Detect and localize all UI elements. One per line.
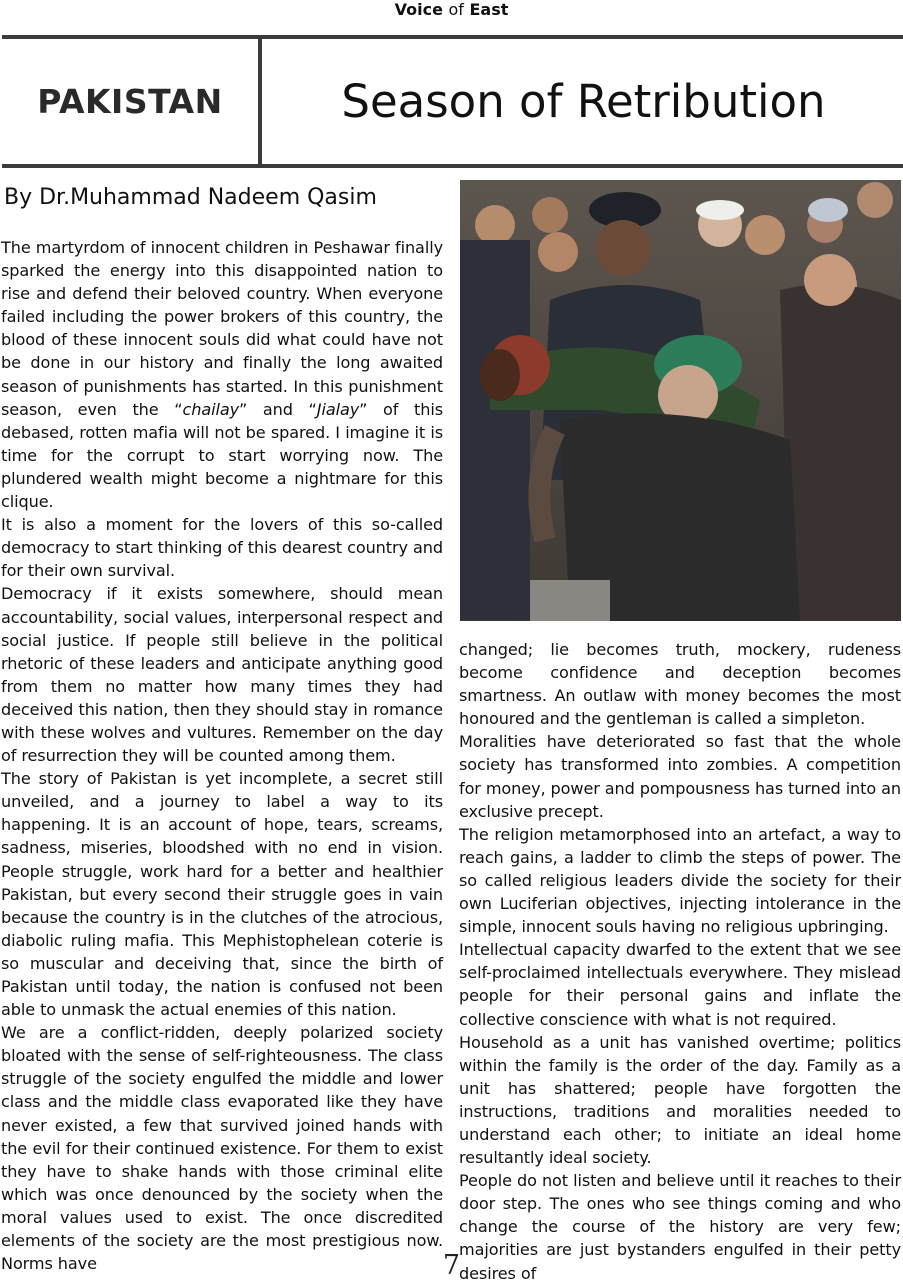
left-text-column: [1, 236, 443, 1275]
paragraph: Democracy if it exists somewhere, should mean accountability, social values, interpersonal respect and social justice. If people still believe in the political rhetoric of these leaders and anticipate anything good from them no matter how many times they had deceived this nation, then they should stay in romance with these wolves and vultures. Remember on the day of resurrection they will be counted among them.: [1, 584, 443, 766]
masthead-voice: Voice: [394, 0, 443, 19]
paragraph: The story of Pakistan is yet incomplete, a secret still unveiled, and a journey to label a way to its happening. It is an account of hope, tears, screams, sadness, miseries, bloodshed with no end in vision. People struggle, work hard for a better and healthier Pakistan, but every second their struggle goes in vain because the country is in the clutches of the atrocious, diabolic ruling mafia. This Mephistophelean coterie is so muscular and deceiving that, since the birth of Pakistan until today, the nation is confused not been able to unmask the actual enemies of this nation.: [1, 769, 443, 1020]
paragraph: It is also a moment for the lovers of this so-called democracy to start thinking of this dearest country and for their own survival.: [1, 515, 443, 581]
italic-term: Jialay: [316, 399, 360, 419]
article-title: Season of Retribution: [341, 75, 826, 128]
paragraph: Household as a unit has vanished overtime; politics within the family is the order of the day. Family as a unit has shattered; people have forgotten the instructions, traditions and moralities needed to understand each other; to initiate an ideal home resultantly ideal society.: [459, 1032, 901, 1168]
right-text-column: [459, 638, 901, 1285]
paragraph: [1, 236, 443, 513]
author-byline: By Dr.Muhammad Nadeem Qasim: [4, 185, 377, 210]
paragraph: Intellectual capacity dwarfed to the extent that we see self-proclaimed intellectuals everywhere. They mislead people for their personal gains and inflate the collective conscience with what is not required.: [459, 940, 901, 1029]
paragraph: We are a conflict-ridden, deeply polarized society bloated with the sense of self-righteousness. The class struggle of the society engulfed the middle and lower class and the middle class evaporated like they have never existed, a few that survived joined hands with the evil for their continued existence. For them to exist they have to shake hands with those criminal elite which was once denounced by the society when the moral values used to exist. The once discredited elements of the society are the most prestigious now. Norms have: [1, 1023, 443, 1274]
italic-term: chailay: [182, 399, 240, 419]
section-label: PAKISTAN: [37, 82, 223, 121]
paragraph: changed; lie becomes truth, mockery, rudeness become confidence and deception becomes smartness. An outlaw with money becomes the most honoured and the gentleman is called a simpleton.: [459, 640, 901, 729]
photo-illustration: [460, 180, 901, 621]
paragraph: The religion metamorphosed into an artefact, a way to reach gains, a ladder to climb the steps of power. The so called religious leaders divide the society for their own Luciferian objectives, injecting intolerance in the simple, innocent souls having no religious upbringing.: [459, 824, 901, 937]
text-run: ” of this debased, rotten mafia will not be spared. I imagine it is time for the corrupt to start worrying now. The plundered wealth might become a nightmare for this clique.: [1, 399, 443, 512]
page-number: 7: [442, 1250, 461, 1281]
header-divider: [258, 39, 262, 164]
text-run: The martyrdom of innocent children in Peshawar finally sparked the energy into this disappointed nation to rise and defend their beloved country. When everyone failed including the power brokers of this country, the blood of these innocent souls did what could have not be done in our history and finally the long awaited season of punishments has started. In this punishment season, even the “: [1, 238, 443, 419]
masthead-east: East: [469, 0, 509, 19]
paragraph: People do not listen and believe until it reaches to their door step. The ones who see things coming and who change the course of the history are very few; majorities are just bystanders engulfed in their petty desires of: [459, 1171, 901, 1283]
publication-masthead: [0, 0, 903, 22]
paragraph: Moralities have deteriorated so fast that the whole society has transformed into zombies. A competition for money, power and pompousness has turned into an exclusive precept.: [459, 732, 901, 821]
text-run: ” and “: [239, 399, 317, 419]
article-header-band: [2, 35, 903, 168]
news-photo: [460, 180, 901, 621]
masthead-of: of: [448, 0, 464, 19]
